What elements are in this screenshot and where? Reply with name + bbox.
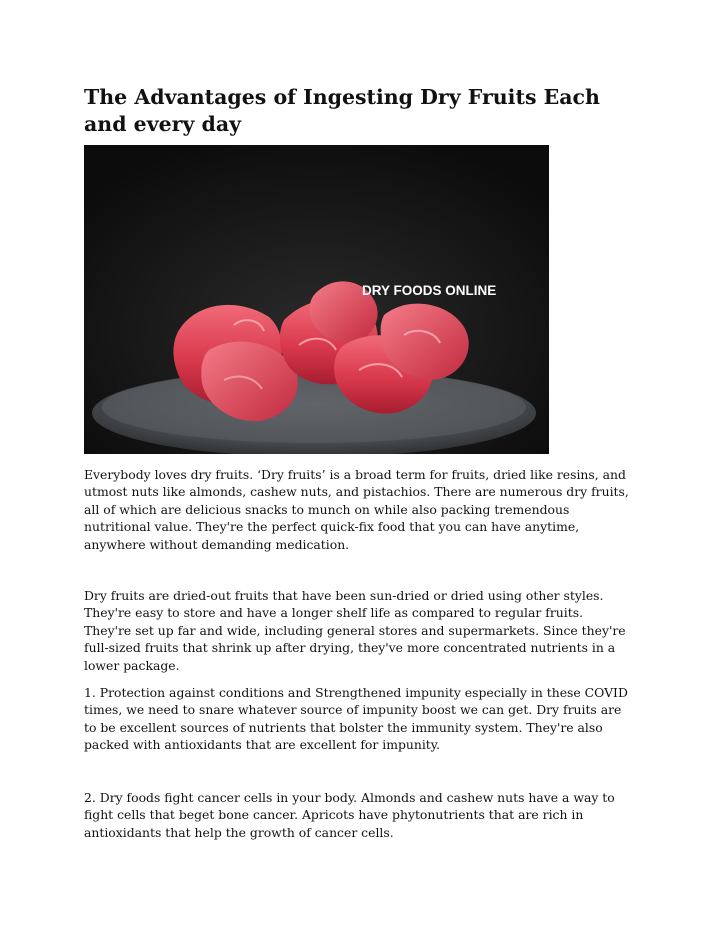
paragraph-definition: Dry fruits are dried-out fruits that have been sun-dried or dried using other styles. They're easy to store and have a longer shelf life as compared to regular fruits. They're set up far and wide, including general stores and supermarkets. Since they're full-sized fruits that shrink up after drying, they've more concentrated nutrients in a lower package. <box>84 588 626 673</box>
article-image <box>84 145 549 454</box>
article-title: The Advantages of Ingesting Dry Fruits Each and every day <box>84 85 600 136</box>
paragraph-point-2: 2. Dry foods fight cancer cells in your body. Almonds and cashew nuts have a way to fight cells that beget bone cancer. Apricots have phytonutrients that are rich in antioxidants that help the growth of cancer cells. <box>84 790 615 840</box>
image-overlay-text: DRY FOODS ONLINE <box>362 283 497 298</box>
paragraph-intro: Everybody loves dry fruits. ‘Dry fruits’ is a broad term for fruits, dried like resins, and utmost nuts like almonds, cashew nuts, and pistachios. There are numerous dry fruits, all of which are delicious snacks to munch on while also packing tremendous nutritional value. They're the perfect quick-fix food that you can have anytime, anywhere without demanding medication. <box>84 467 629 552</box>
paragraph-point-1: 1. Protection against conditions and Strengthened impunity especially in these COVID times, we need to snare whatever source of impunity boost we can get. Dry fruits are to be excellent sources of nutrients that bolster the immunity system. They're also packed with antioxidants that are excellent for impunity. <box>84 685 628 753</box>
